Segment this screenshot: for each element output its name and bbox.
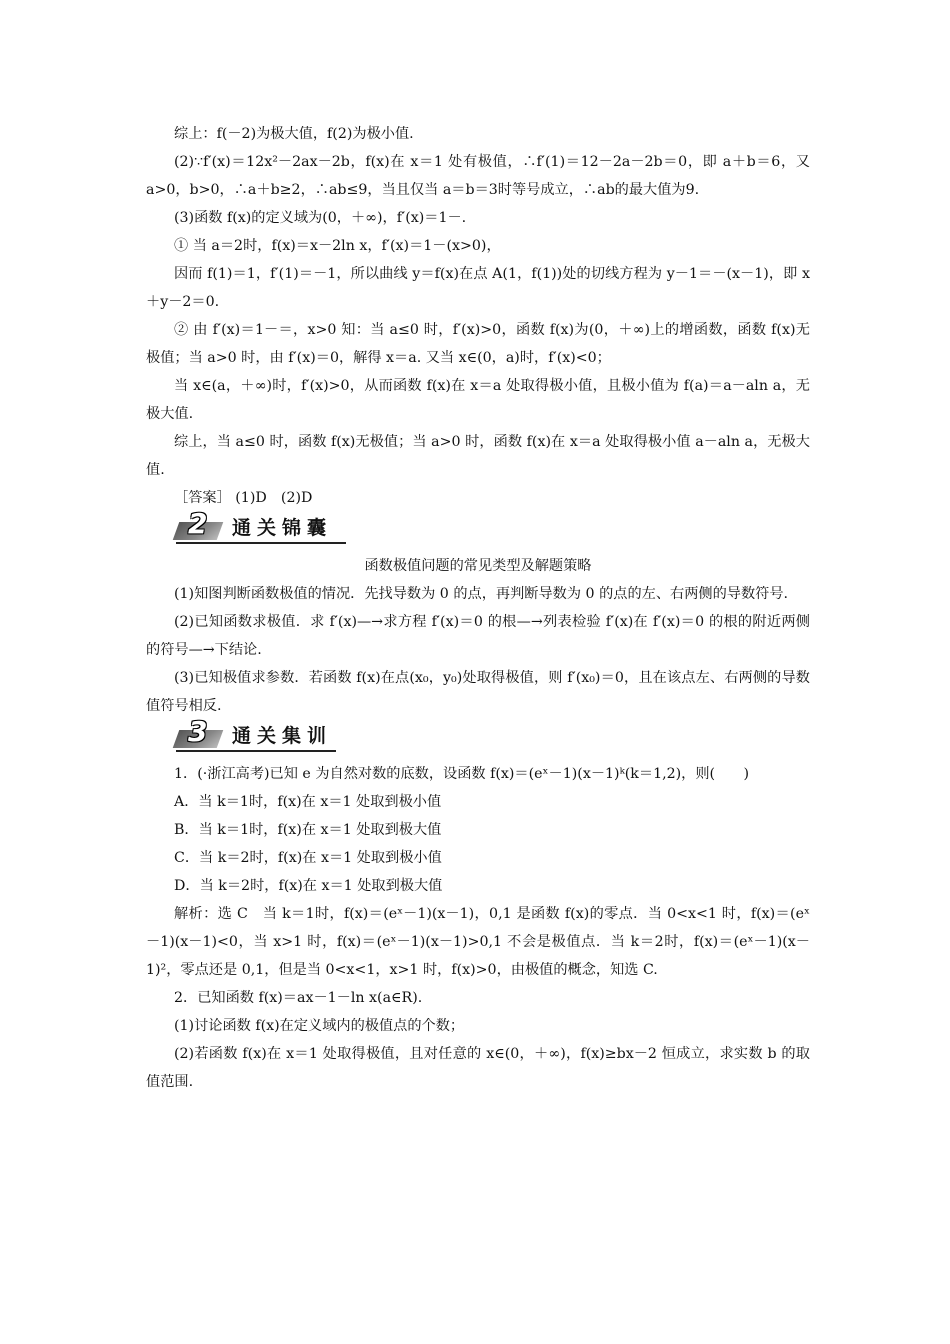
analysis: 解析：选 C 当 k＝1时，f(x)＝(eˣ－1)(x－1)，0,1 是函数 f(x)的零点．当 0<x<1 时，f(x)＝(eˣ－1)(x－1)<0，当 x>1 时，f(x)＝(eˣ－1)(x－1)>0,1 不会是极值点．当 k＝2时，f(x)＝(eˣ－1)(x－1)²，零点还是 0,1，但是当 0<x<1，x>1 时，f(x)>0，由极值的概念，知选 C. (146, 906, 810, 978)
answer-line: ［答案］ (1)D (2)D (174, 490, 313, 506)
document-body (146, 120, 810, 1096)
paragraph: (3)已知极值求参数．若函数 f(x)在点(x₀，y₀)处取得极值，则 f′(x₀)＝0，且在该点左、右两侧的导数值符号相反. (146, 670, 810, 714)
banner-title: 通关锦囊 (232, 517, 333, 539)
banner-badge (176, 507, 346, 544)
question-1: 1．(·浙江高考)已知 e 为自然对数的底数，设函数 f(x)＝(eˣ－1)(x－1)ᵏ(k＝1,2)，则( ) (174, 766, 749, 782)
paragraph: 综上：f(－2)为极大值，f(2)为极小值. (174, 126, 414, 142)
banner-title: 通关集训 (232, 725, 333, 747)
section-banner-3 (146, 715, 810, 754)
paragraph: (3)函数 f(x)的定义域为(0，＋∞)，f′(x)＝1－. (174, 210, 467, 226)
question-2: 2．已知函数 f(x)＝ax－1－ln x(a∈R). (174, 990, 423, 1006)
paragraph: 当 x∈(a，＋∞)时，f′(x)>0，从而函数 f(x)在 x＝a 处取得极小值，且极小值为 f(a)＝a－aln a，无极大值. (146, 378, 810, 422)
question-2-part-1: (1)讨论函数 f(x)在定义域内的极值点的个数； (174, 1018, 465, 1034)
option-d: D．当 k＝2时，f(x)在 x＝1 处取到极大值 (174, 878, 443, 894)
option-a: A．当 k＝1时，f(x)在 x＝1 处取到极小值 (174, 794, 442, 810)
paragraph: (2)∵f′(x)＝12x²－2ax－2b，f(x)在 x＝1 处有极值，∴f′(1)＝12－2a－2b＝0，即 a＋b＝6，又 a>0，b>0，∴a＋b≥2，∴ab≤9，当且仅当 a＝b＝3时等号成立，∴ab的最大值为9. (146, 154, 810, 198)
paragraph: (1)知图判断函数极值的情况．先找导数为 0 的点，再判断导数为 0 的点的左、右两侧的导数符号. (174, 586, 789, 602)
banner-number: 2 (188, 507, 208, 540)
section-heading: 函数极值问题的常见类型及解题策略 (364, 558, 592, 574)
paragraph: 综上，当 a≤0 时，函数 f(x)无极值；当 a>0 时，函数 f(x)在 x＝a 处取得极小值 a－aln a，无极大值. (146, 434, 810, 478)
option-b: B．当 k＝1时，f(x)在 x＝1 处取到极大值 (174, 822, 442, 838)
banner-badge (176, 715, 336, 752)
paragraph: ① 当 a＝2时，f(x)＝x－2ln x，f′(x)＝1－(x>0)， (174, 238, 501, 254)
paragraph: ② 由 f′(x)＝1－＝，x>0 知：当 a≤0 时，f′(x)>0，函数 f(x)为(0，＋∞)上的增函数，函数 f(x)无极值；当 a>0 时，由 f′(x)＝0，解得 x＝a. 又当 x∈(0，a)时，f′(x)<0； (146, 322, 810, 366)
paragraph: 因而 f(1)＝1，f′(1)＝－1，所以曲线 y＝f(x)在点 A(1，f(1))处的切线方程为 y－1＝－(x－1)，即 x＋y－2＝0. (146, 266, 810, 310)
option-c: C．当 k＝2时，f(x)在 x＝1 处取到极小值 (174, 850, 442, 866)
paragraph: (2)已知函数求极值．求 f′(x)—→求方程 f′(x)＝0 的根—→列表检验 f′(x)在 f′(x)＝0 的根的附近两侧的符号—→下结论. (146, 614, 810, 658)
section-banner-2 (146, 507, 810, 546)
banner-number: 3 (188, 715, 208, 748)
question-2-part-2: (2)若函数 f(x)在 x＝1 处取得极值，且对任意的 x∈(0，＋∞)，f(x)≥bx－2 恒成立，求实数 b 的取值范围. (146, 1046, 810, 1090)
